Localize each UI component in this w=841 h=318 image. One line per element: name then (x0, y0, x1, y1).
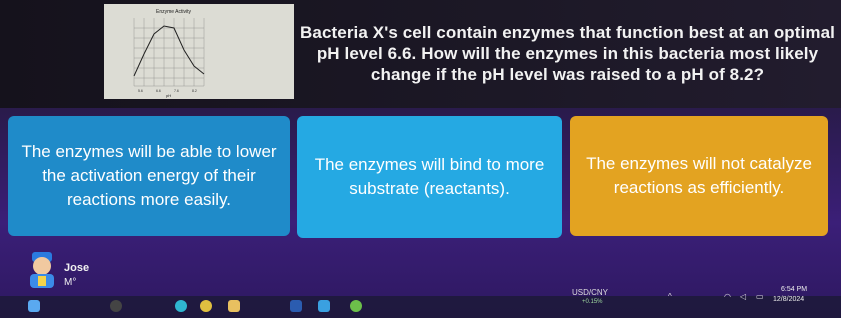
stock-ticker[interactable]: USD/CNY (572, 288, 609, 297)
enzyme-activity-graph (104, 4, 294, 99)
wifi-icon[interactable]: ◠ (724, 292, 731, 301)
word-icon[interactable] (290, 300, 302, 312)
clock-time[interactable]: 6:54 PM (781, 286, 808, 293)
chevron-up-icon[interactable]: ^ (668, 292, 672, 301)
stock-change: +0.15% (582, 299, 603, 305)
volume-icon[interactable]: ◁ (740, 292, 747, 301)
store-icon[interactable] (318, 300, 330, 312)
leaf-icon[interactable] (350, 300, 362, 312)
graph-xlabel: pH (166, 93, 172, 98)
files-icon[interactable] (228, 300, 240, 312)
clock-date[interactable]: 12/8/2024 (773, 296, 805, 303)
answer-option-1[interactable] (8, 116, 290, 236)
taskbar (0, 296, 841, 318)
chrome-icon[interactable] (200, 300, 212, 312)
start-icon[interactable] (28, 300, 40, 312)
player-score: M° (64, 277, 77, 288)
answer-option-2-label: The enzymes will bind to more substrate (reactants). (314, 155, 545, 198)
graph-svg (104, 4, 294, 99)
player-name: Jose (64, 262, 90, 274)
graph-xtick: 8.2 (192, 89, 197, 93)
graph-xtick: 7.6 (174, 89, 179, 93)
question-text: Bacteria X's cell contain enzymes that function best at an optimal pH level 6.6. How will the enzymes in this bacteria most likely change if the pH level was raised to a pH of 8.2? (300, 23, 835, 84)
search-icon[interactable] (110, 300, 122, 312)
edge-icon[interactable] (175, 300, 187, 312)
graph-title: Enzyme Activity (156, 9, 192, 15)
player-avatar (26, 250, 58, 290)
question-panel (0, 0, 841, 108)
battery-icon[interactable]: ▭ (756, 292, 764, 301)
answer-option-1-label: The enzymes will be able to lower the activation energy of their reactions more easily. (21, 142, 277, 209)
answer-option-3[interactable] (570, 116, 828, 236)
answer-option-3-label: The enzymes will not catalyze reactions as efficiently. (586, 154, 812, 197)
graph-xtick: 6.6 (156, 89, 161, 93)
graph-xtick: 5.6 (138, 89, 143, 93)
answer-option-2[interactable] (297, 116, 562, 238)
